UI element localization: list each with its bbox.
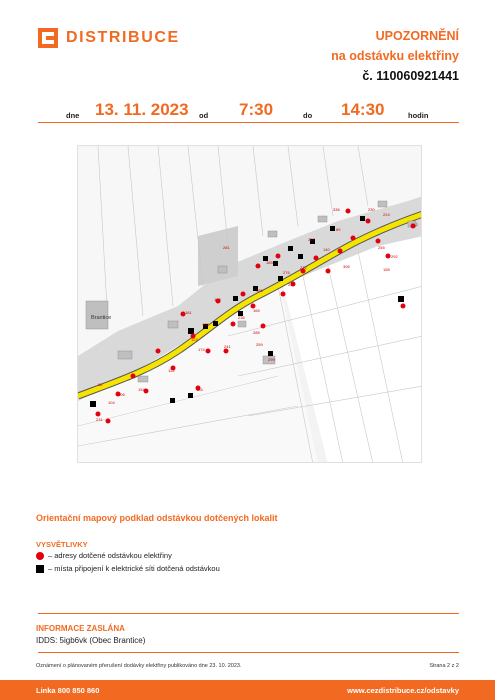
footer-bar	[0, 680, 495, 700]
svg-text:259: 259	[256, 342, 263, 347]
svg-text:227: 227	[308, 237, 315, 242]
brand-name: DISTRIBUCE	[66, 29, 180, 46]
outage-map	[77, 145, 422, 463]
svg-text:299: 299	[268, 357, 275, 362]
schedule-row	[38, 100, 459, 120]
svg-text:255: 255	[378, 245, 385, 250]
to-time: 14:30	[341, 100, 385, 119]
map-canvas	[78, 146, 422, 463]
svg-text:106: 106	[118, 392, 125, 397]
hours-label: hodin	[408, 111, 429, 120]
svg-text:306: 306	[343, 264, 350, 269]
from-time: 7:30	[239, 100, 274, 119]
svg-text:241: 241	[224, 344, 231, 349]
svg-text:122: 122	[168, 368, 175, 373]
svg-text:292: 292	[391, 254, 398, 259]
legend-title: VYSVĚTLIVKY	[36, 540, 88, 549]
info-divider-bottom	[38, 652, 459, 653]
svg-text:165: 165	[253, 308, 260, 313]
info-divider-top	[38, 613, 459, 614]
date-label: dne	[66, 111, 80, 120]
hotline: Linka 800 850 860	[36, 686, 100, 695]
header-divider	[38, 122, 459, 123]
svg-text:104: 104	[108, 400, 115, 405]
cez-logo-icon	[38, 28, 58, 48]
svg-text:272: 272	[300, 265, 307, 270]
svg-text:154: 154	[138, 387, 145, 392]
svg-text:181: 181	[185, 310, 192, 315]
info-text: IDDS: 5igb6vk (Obec Brantice)	[36, 636, 146, 645]
notice-title	[331, 26, 459, 86]
black-square-icon	[36, 565, 44, 573]
legend-black-square-text: – místa připojení k elektrické síti dotčená odstávkou	[48, 564, 220, 573]
svg-text:336: 336	[333, 207, 340, 212]
red-dot-icon	[36, 552, 44, 560]
svg-text:123: 123	[214, 297, 221, 302]
svg-text:281: 281	[223, 245, 230, 250]
brand-logo	[38, 28, 180, 48]
svg-text:158: 158	[383, 267, 390, 272]
svg-text:230: 230	[368, 207, 375, 212]
publication-notice: Oznámení o plánovaném přerušení dodávky elektřiny publikováno dne 23. 10. 2023.	[36, 663, 242, 669]
svg-text:186: 186	[256, 288, 263, 293]
svg-text:276: 276	[283, 270, 290, 275]
title-line-2: na odstávku elektřiny	[331, 49, 459, 63]
svg-text:107: 107	[202, 322, 209, 327]
svg-text:224: 224	[383, 212, 390, 217]
legend-red-dot-text: – adresy dotčené odstávkou elektřiny	[48, 551, 172, 560]
outage-date: 13. 11. 2023	[95, 100, 189, 119]
svg-text:266: 266	[288, 282, 295, 287]
svg-text:231: 231	[96, 417, 103, 422]
to-label: do	[303, 111, 313, 120]
map-place-label: Brantice	[91, 315, 112, 321]
svg-text:174: 174	[198, 347, 205, 352]
from-label: od	[199, 111, 209, 120]
info-title: INFORMACE ZASLÁNA	[36, 624, 125, 633]
svg-text:123: 123	[191, 337, 198, 342]
svg-text:142: 142	[411, 222, 418, 227]
svg-text:140: 140	[323, 247, 330, 252]
footer-link[interactable]: www.cezdistribuce.cz/odstavky	[347, 686, 459, 695]
svg-text:89: 89	[336, 227, 341, 232]
notice-number: č. 110060921441	[362, 69, 459, 83]
svg-text:236: 236	[238, 315, 245, 320]
svg-text:86: 86	[98, 382, 103, 387]
title-line-1: UPOZORNĚNÍ	[375, 29, 459, 43]
svg-text:285: 285	[253, 330, 260, 335]
svg-text:185: 185	[266, 260, 273, 265]
map-caption: Orientační mapový podklad odstávkou dotčených lokalit	[36, 513, 278, 523]
legend-red-dot	[36, 551, 172, 560]
page-number: Strana 2 z 2	[429, 663, 459, 669]
svg-text:134: 134	[196, 387, 203, 392]
legend-black-square	[36, 564, 220, 573]
